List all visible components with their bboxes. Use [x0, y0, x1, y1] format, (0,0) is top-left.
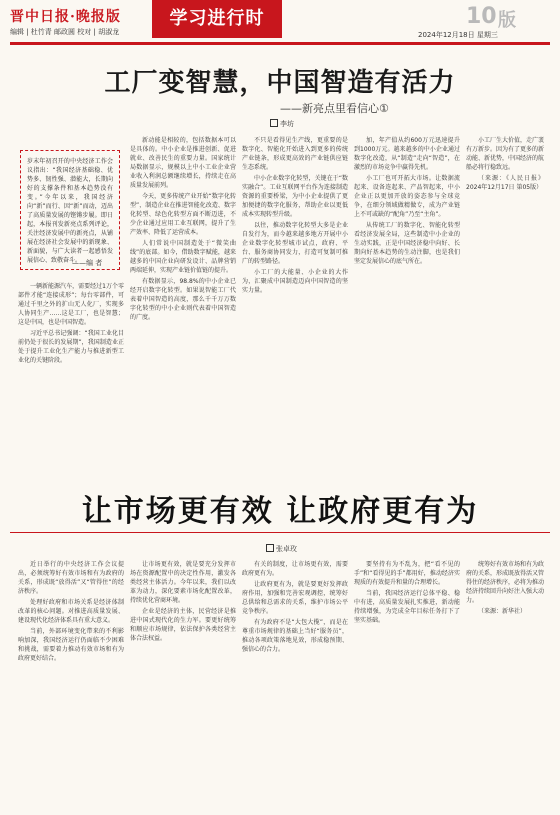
section-tab	[152, 0, 282, 38]
paragraph: 要坚持有为不乱为，把“看不见的手”和“看得见的手”都用好，推动经济实现质的有效提升和量的合理增长。	[354, 561, 460, 586]
page-number: 10	[466, 4, 497, 29]
paragraph: 新动能是相较的，包括数据本可以是具体的。中小企业是推进创新、促进就业、改善民生的重要力量。国家统计局数据显示，规模以上中小工业企业营业收入利润总额继续增长，持续走在高质量发展前列。	[130, 137, 236, 189]
paragraph: 当前，外部环境变化带来的不利影响加深，我国经济运行仍面临不少困难和挑战，需要着力推动有效市场和有为政府更好结合。	[18, 628, 124, 662]
paragraph: 有关的制度，让市场更有效，需要政府更有为。	[242, 561, 348, 577]
article1-byline	[270, 119, 294, 129]
article1-column-5	[466, 136, 544, 528]
article1-column-3	[242, 136, 348, 528]
article1-headline: 工厂变智慧，中国智造有活力	[104, 68, 456, 98]
paragraph: 不只是看得见生产线，更重要的是数字化、智能化开始进入到更多的传统产业链条，形成更高效的产业链供应链生态系统。	[242, 137, 348, 171]
article2-column-3	[242, 560, 348, 810]
article2-column-5	[466, 560, 544, 810]
article1-author: 李坊	[280, 120, 294, 128]
article1-subhead: ——新亮点里看信心①	[280, 102, 389, 115]
staff-credits: 编辑 | 杜竹青 邮政圆 校对 | 胡淑龙	[10, 28, 120, 36]
article2-column-1	[18, 560, 124, 810]
paragraph: 当前，我国经济运行总体平稳、稳中有进，高质量发展扎实推进，新动能持续增强，为完成全年目标任务打下了坚实基础。	[354, 590, 460, 624]
issue-date: 2024年12月18日 星期三	[418, 31, 498, 39]
paragraph: 让市场更有效，就是要充分发挥市场在资源配置中的决定性作用，激发各类经营主体活力。今年以来，我们以改革为动力，深化要素市场化配置改革，持续优化营商环境。	[130, 561, 236, 604]
section-label: 学习进行时	[169, 8, 265, 29]
article1-column-2	[130, 136, 236, 528]
paragraph: 中小企业数字化转型，关键在于“数实融合”。工业互联网平台作为连接制造资源的重要桥梁，为中小企业提供了更加便捷的数字化服务，帮助企业以更低成本实现转型升级。	[242, 175, 348, 218]
editor-sign: ——编 者	[72, 259, 103, 267]
page-label: 版	[498, 10, 516, 31]
byline-box-icon	[270, 119, 278, 127]
paragraph: 有为政府不是“大包大揽”，而是在尊重市场规律的基础上当好“服务员”，推动各项政策落地见效，形成稳预期、强信心的合力。	[242, 619, 348, 653]
paragraph: 从传统工厂的数字化、智能化转型看经济发展全局，这些制造中小企业的生动实践，正是中国经济稳中向好、长期向好基本趋势的生动注脚，也是我们坚定发展信心的底气所在。	[354, 222, 460, 265]
paragraph: 今天，更多传统产业开始“数字化转型”，制造企业在推进智能化改造、数字化转型、绿色化转型方面不断迈进，不少企业通过应用工业互联网，提升了生产效率、降低了运营成本。	[130, 193, 236, 236]
paragraph: 统筹好有效市场和有为政府的关系，形成既放得活又管得住的经济秩序，必将为推动经济持续回升向好注入强大动力。	[466, 561, 544, 604]
source-note: （来源：《人民日报》2024年12月17日 第05版）	[466, 175, 544, 191]
paragraph: 小工厂的大能量、小企业的大作为，汇聚成中国制造迈向中国智造的坚实力量。	[242, 269, 348, 294]
article1-column-4	[354, 136, 460, 528]
paragraph: 小工厂生大价值，走广袤有万新步。因为有了更多的新动能、新优势，中国经济的航船必将行稳致远。	[466, 137, 544, 171]
section-divider	[10, 532, 550, 533]
article2-author: 张卓玫	[276, 545, 297, 553]
paragraph: 以往，推动数字化转型大多是企业自发行为，而今越来越多地方开展中小企业数字化转型城市试点，政府、平台、服务商协同发力，打造可复制可推广的转型路径。	[242, 222, 348, 265]
article2-headline: 让市场更有效 让政府更有为	[81, 494, 479, 529]
paragraph: 加，年产值从约600万元迅速提升到1000万元。越来越多的中小企业通过数字化改造，从“制造”走向“智造”，在激烈的市场竞争中赢得先机。	[354, 137, 460, 171]
paragraph: 一辆新能源汽车，需要经过1万个零部件才能“连接成形”；每台零部件，可通过千里之外的扩山无人化厂，实现多人协同生产……这是工厂，也是智慧；这是中国，也是中国智造。	[18, 283, 124, 326]
paper-title: 晋中日报·晚报版	[10, 9, 121, 25]
source-note: （来源：新华社）	[478, 608, 527, 615]
article2-column-4	[354, 560, 460, 810]
article2-column-2	[130, 560, 236, 810]
byline-box-icon	[266, 544, 274, 552]
editor-note: 岁末年初召开的中央经济工作会议指出：“我国经济基础稳、优势多、韧性强、潜能大，长期向好的支撑条件和基本趋势没有变。”今年以来，我国经济向“新”而行、因“新”而动，迈出了高质量发展的铿锵步履。即日起，本报刊发新亮点系列评论，关注经济发展中的新亮点，从铺展在经济社会发展中的新现象、新面貌，与广大读者一起感悟发展信心、致敬奋斗。	[20, 150, 120, 270]
paragraph: 有数据显示，98.8%的中小企业已经开启数字化转型。如果说智能工厂代表着中国智造的高度，那么千千万万数字化转型的中小企业则代表着中国智造的广度。	[130, 278, 236, 321]
paragraph: 人们常说中国制造处于“微笑曲线”的底部。如今，借助数字赋能，越来越多的中国企业向研发设计、品牌营销两端延伸，实现产业链价值链的提升。	[130, 240, 236, 274]
top-rule	[10, 42, 550, 45]
paragraph: 习近平总书记强调：“我国工业化目前仍处于很长的发展期”，我国制造业正处于提升工业化生产能力与推进新型工业化的关键阶段。	[18, 330, 124, 364]
paragraph: 小工厂也可开拓大市场。让数据流起来、设备连起来、产品智起来，中小企业正以更加开放的姿态参与全球竞争，在细分领域做精做专，成为产业链上不可或缺的“配角”乃至“主角”。	[354, 175, 460, 218]
article2-byline	[266, 544, 297, 554]
paragraph: 近日举行的中央经济工作会议提出，必须统筹好有效市场和有为政府的关系，形成既“放得活”又“管得住”的经济秩序。	[18, 561, 124, 595]
paragraph: 处理好政府和市场关系是经济体制改革的核心问题。对推进高质量发展、建设现代化经济体系具有重大意义。	[18, 599, 124, 624]
masthead	[0, 0, 560, 50]
paragraph: 企业是经济的主体，民营经济是推进中国式现代化的生力军。要更好统筹和顺应市场规律，依法保护各类经营主体合法权益。	[130, 608, 236, 642]
paragraph: 让政府更有为，就是要更好发挥政府作用，加强和完善宏观调控，统筹好总供给和总需求的关系，维护市场公平竞争秩序。	[242, 581, 348, 615]
